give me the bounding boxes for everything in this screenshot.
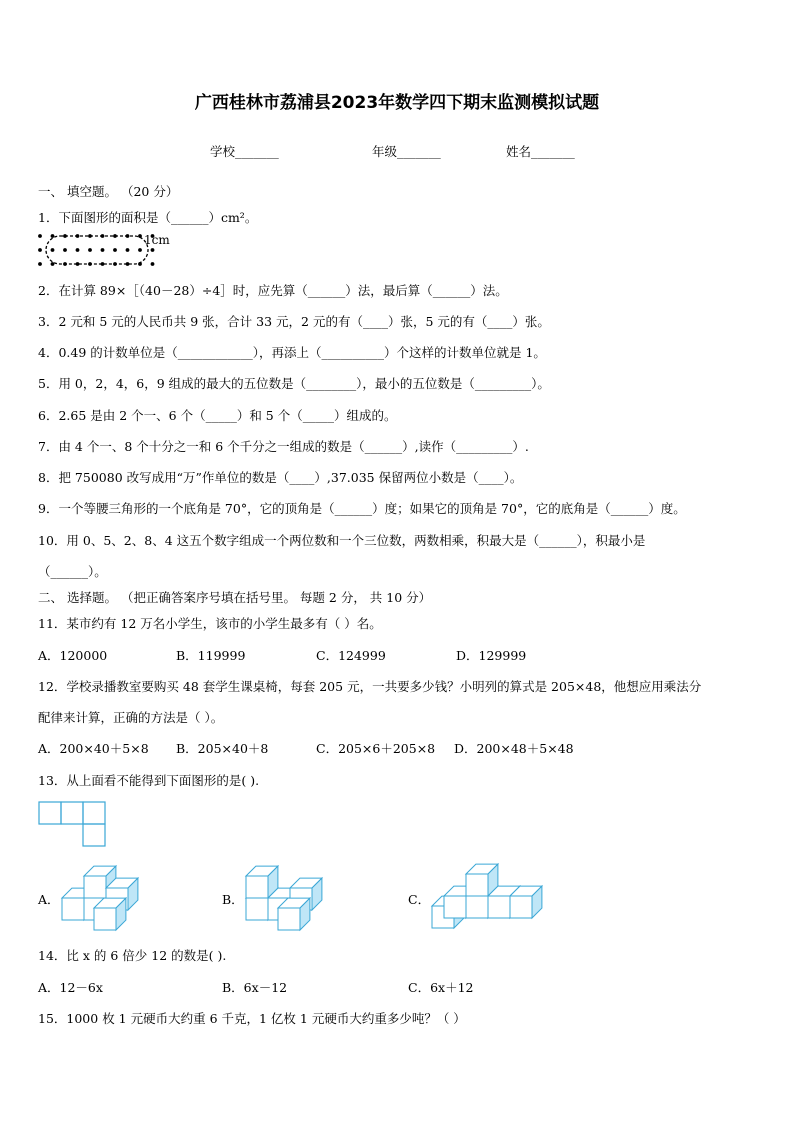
grid-dot <box>38 234 42 238</box>
question-6: 6．2.65 是由 2 个一、6 个（_____）和 5 个（_____）组成的。 <box>38 408 397 423</box>
q12-option-a: A．200×40＋5×8 <box>38 741 149 756</box>
q14-option-b: B．6x－12 <box>222 980 288 995</box>
cube-face <box>466 896 488 918</box>
question-15: 15．1000 枚 1 元硬币大约重 6 千克，1 亿枚 1 元硬币大约重多少吨？（ ） <box>38 1011 466 1026</box>
question-7: 7．由 4 个一、8 个十分之一和 6 个千分之一组成的数是（______）,读作（_________）. <box>38 439 529 454</box>
cube-face <box>94 908 116 930</box>
grid-dot <box>126 248 130 252</box>
grid-dot <box>151 248 155 252</box>
grade-field: 年级_______ <box>372 144 441 159</box>
grid-dot <box>88 248 92 252</box>
grid-dot <box>151 262 155 266</box>
grid-dot <box>138 248 142 252</box>
unit-label: 1cm <box>144 233 170 247</box>
question-12-line-2: 配律来计算，正确的方法是（ ）。 <box>38 710 224 725</box>
cube-face <box>246 876 268 898</box>
question-8: 8．把 750080 改写成用“万”作单位的数是（____）,37.035 保留两位小数是（____）。 <box>38 470 523 485</box>
name-field: 姓名_______ <box>506 144 575 159</box>
cube-face <box>278 908 300 930</box>
cube-figure-b <box>244 862 344 926</box>
top-view-figure <box>38 801 108 847</box>
cube-face <box>510 896 532 918</box>
cube-face <box>488 896 510 918</box>
q14-option-c: C．6x＋12 <box>408 980 474 995</box>
section-2-heading: 二、 选择题。 （把正确答案序号填在括号里。 每题 2 分， 共 10 分） <box>38 590 432 605</box>
grid-dot <box>101 248 105 252</box>
q11-option-d: D．129999 <box>456 648 527 663</box>
section-1-heading: 一、 填空题。 （20 分） <box>38 184 179 199</box>
grid-dot <box>51 262 55 266</box>
q13-option-c: C． <box>408 892 431 907</box>
grid-dot <box>38 262 42 266</box>
cube-face <box>466 874 488 896</box>
question-4: 4．0.49 的计数单位是（____________），再添上（__________）个这样的计数单位就是 1。 <box>38 345 546 360</box>
question-10-line-1: 10．用 0、5、2、8、4 这五个数字组成一个两位数和一个三位数，两数相乘，积最大是（______），积最小是 <box>38 533 646 548</box>
q12-option-c: C．205×6＋205×8 <box>316 741 436 756</box>
page-title: 广西桂林市荔浦县2023年数学四下期末监测模拟试题 <box>194 93 600 113</box>
question-11: 11．某市约有 12 万名小学生，该市的小学生最多有（ ）名。 <box>38 616 382 631</box>
question-3: 3．2 元和 5 元的人民币共 9 张，合计 33 元，2 元的有（____）张，5 元的有（____）张。 <box>38 314 550 329</box>
q12-option-d: D．200×48＋5×48 <box>454 741 574 756</box>
cube-face <box>444 896 466 918</box>
q14-option-a: A．12－6x <box>38 980 103 995</box>
cube-figure-a <box>60 862 160 926</box>
q11-option-b: B．119999 <box>176 648 246 663</box>
q11-option-c: C．124999 <box>316 648 386 663</box>
cube-face <box>62 898 84 920</box>
question-2: 2．在计算 89×［（40－28）÷4］时，应先算（______）法，最后算（______）法。 <box>38 283 508 298</box>
grid-dot <box>113 248 117 252</box>
cube-face <box>246 898 268 920</box>
question-5: 5．用 0，2，4，6，9 组成的最大的五位数是（________），最小的五位数是（_________）。 <box>38 376 550 391</box>
school-field: 学校_______ <box>210 144 279 159</box>
grid-dot <box>63 248 67 252</box>
grid-dot <box>51 234 55 238</box>
grid-dot <box>76 248 80 252</box>
question-10-line-2: （______）。 <box>38 564 107 579</box>
question-9: 9．一个等腰三角形的一个底角是 70°，它的顶角是（______）度；如果它的顶角是 70°，它的底角是（______）度。 <box>38 501 686 516</box>
question-1: 1．下面图形的面积是（______）cm²。 <box>38 210 258 225</box>
q12-option-b: B．205×40＋8 <box>176 741 269 756</box>
q13-option-a: A． <box>38 892 60 907</box>
q11-option-a: A．120000 <box>38 648 108 663</box>
q13-option-b: B． <box>222 892 244 907</box>
cube-face <box>84 876 106 898</box>
question-13: 13．从上面看不能得到下面图形的是( ). <box>38 773 260 788</box>
cube-figure-c <box>430 862 560 930</box>
question-12-line-1: 12．学校录播教室要购买 48 套学生课桌椅，每套 205 元，一共要多少钱？小明列的算式是 205×48，他想应用乘法分 <box>38 679 702 694</box>
grid-dot <box>51 248 55 252</box>
grid-dot <box>38 248 42 252</box>
question-14: 14．比 x 的 6 倍少 12 的数是( ). <box>38 948 227 963</box>
